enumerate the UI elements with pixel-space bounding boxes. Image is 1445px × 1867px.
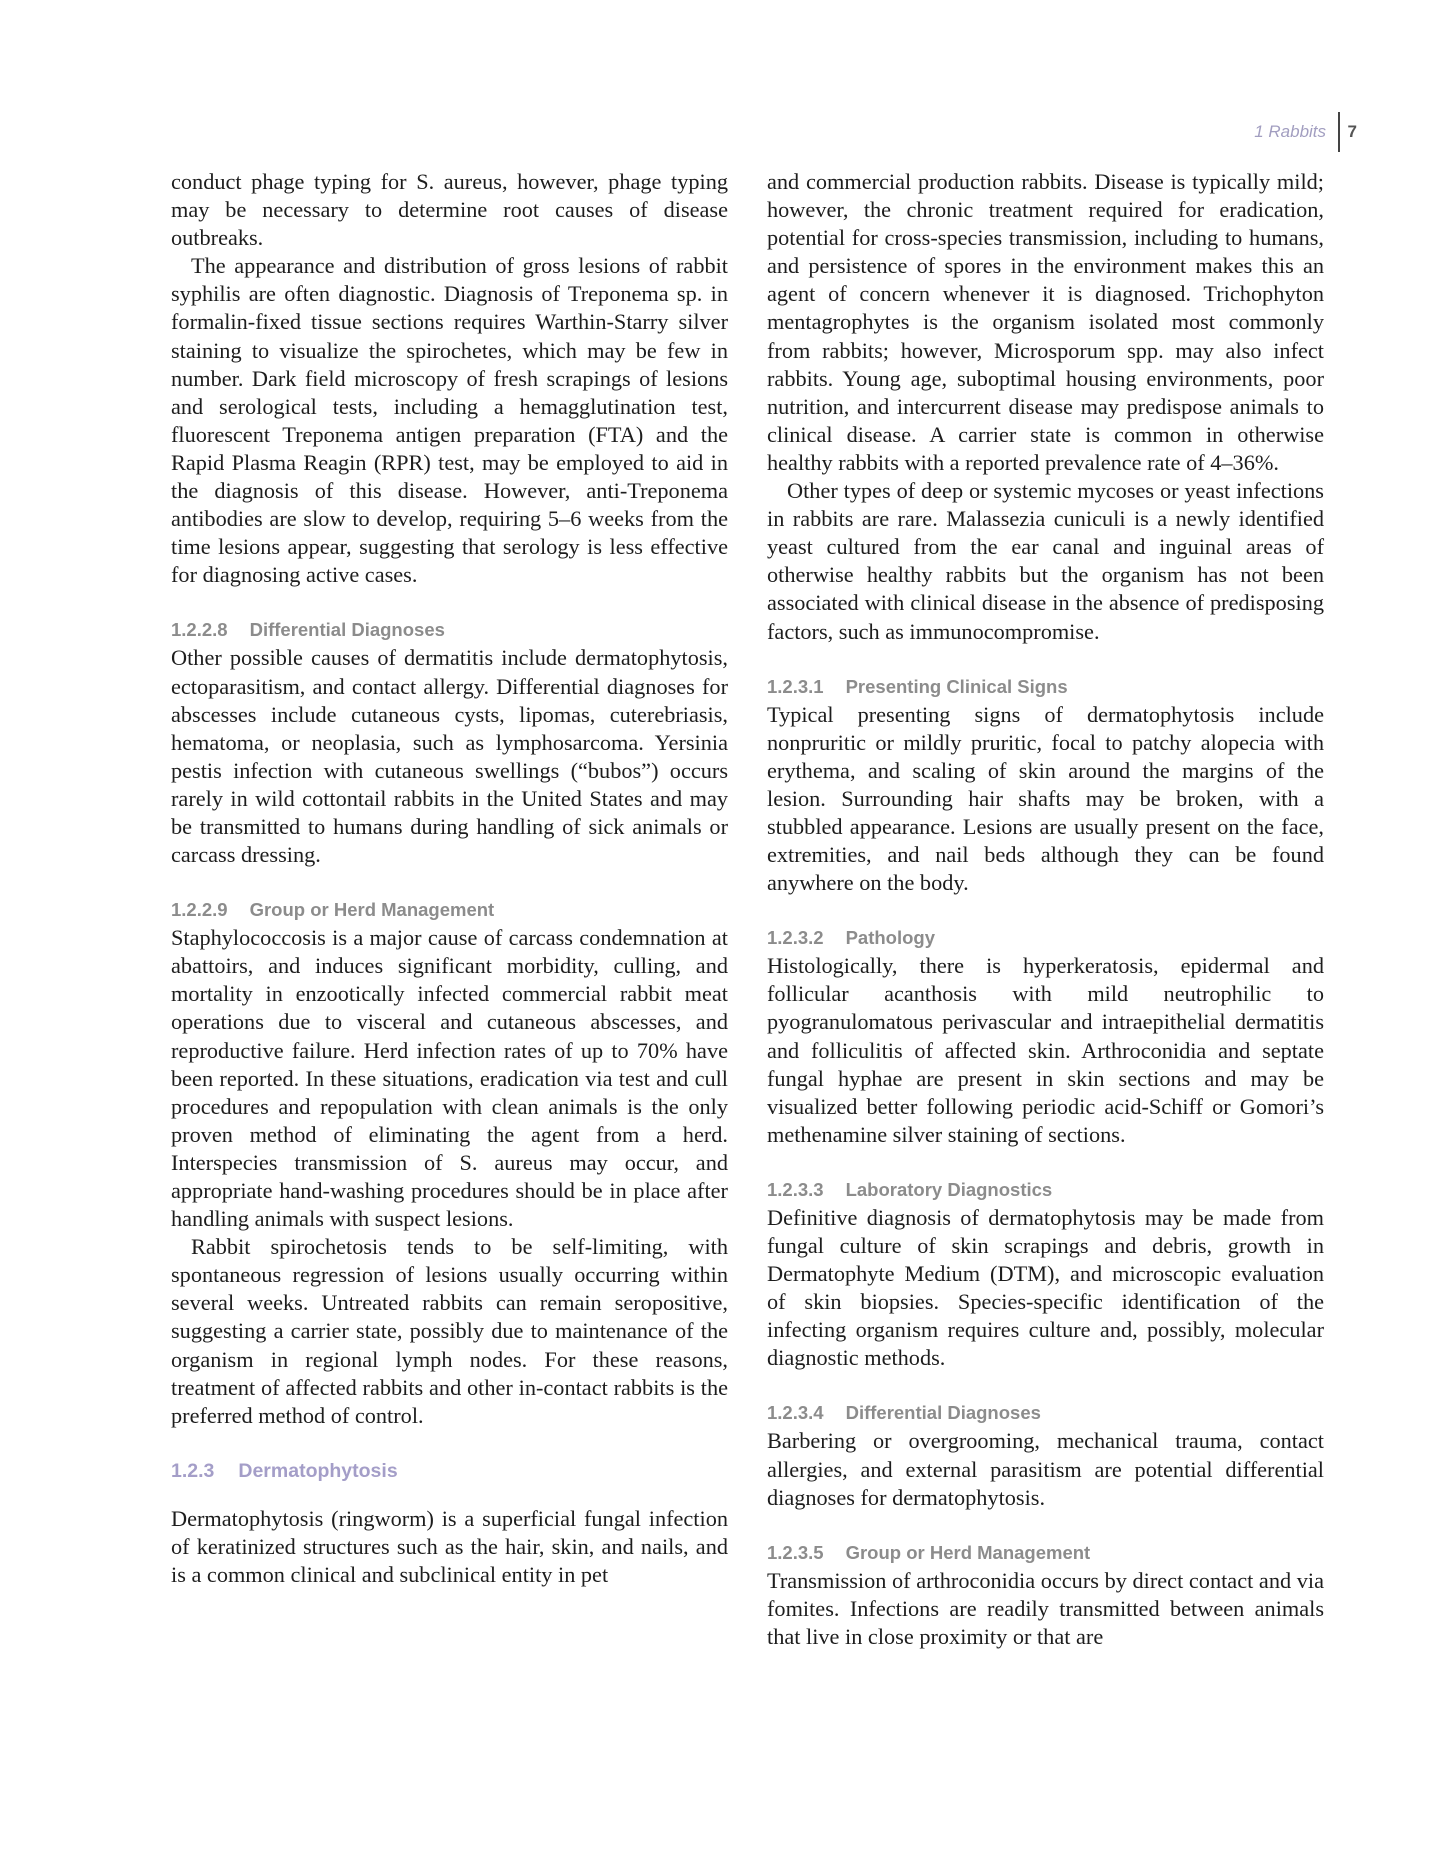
section-title: Dermatophytosis: [238, 1459, 398, 1482]
subsection-heading: [767, 1399, 1324, 1427]
subsection-title: Group or Herd Management: [845, 1541, 1091, 1563]
subsection-title: Differential Diagnoses: [249, 619, 445, 641]
subsection-number: 1.2.3.2: [767, 927, 824, 949]
right-column: [767, 168, 1324, 1651]
subsection-number: 1.2.2.8: [171, 619, 228, 641]
subsection-number: 1.2.3.5: [767, 1541, 824, 1563]
paragraph: Definitive diagnosis of dermatophytosis may be made from fungal culture of skin scrapings and debris, growth in Dermatophyte Medium (DTM), and microscopic evaluation of skin biopsies. Species-specific identification of the infecting organism requires culture and, possibly, molecular diagnostic methods.: [767, 1204, 1324, 1371]
subsection-title: Differential Diagnoses: [845, 1402, 1041, 1424]
paragraph: Other possible causes of dermatitis include dermatophytosis, ectoparasitism, and contact allergy. Differential diagnoses for abscesses include cutaneous cysts, lipomas, cuterebriasis, hematoma, or neoplasia, such as lymphosarcoma. Yersinia pestis infection with cutaneous swellings (“bubos”) occurs rarely in wild cottontail rabbits in the United States and may be transmitted to humans during handling of sick animals or carcass dressing.: [171, 645, 728, 868]
paragraph: and commercial production rabbits. Disease is typically mild; however, the chronic treatment required for eradication, potential for cross-species transmission, including to humans, and persistence of spores in the environment makes this an agent of concern whenever it is diagnosed. Trichophyton mentagrophytes is the organism isolated most commonly from rabbits; however, Microsporum spp. may also infect rabbits. Young age, suboptimal housing environments, poor nutrition, and intercurrent disease may predispose animals to clinical disease. A carrier state is common in otherwise healthy rabbits with a reported prevalence rate of 4–36%.: [767, 169, 1324, 475]
subsection-number: 1.2.2.9: [171, 899, 228, 921]
subsection-number: 1.2.3.3: [767, 1178, 824, 1200]
paragraph: Typical presenting signs of dermatophytosis include nonpruritic or mildly pruritic, focal to patchy alopecia with erythema, and scaling of skin around the margins of the lesion. Surrounding hair shafts may be broken, with a stubbled appearance. Lesions are usually present on the face, extremities, and nail beds although they can be found anywhere on the body.: [767, 701, 1324, 896]
section-heading: [171, 1457, 728, 1485]
subsection-heading: [171, 896, 728, 924]
running-header: [1254, 112, 1357, 152]
page-number: 7: [1347, 122, 1357, 141]
subsection-heading: [767, 1539, 1324, 1567]
paragraph: Dermatophytosis (ringworm) is a superficial fungal infection of keratinized structures such as the hair, skin, and nails, and is a common clinical and subclinical entity in pet: [171, 1505, 728, 1588]
subsection-title: Group or Herd Management: [249, 899, 495, 921]
paragraph: Staphylococcosis is a major cause of carcass condemnation at abattoirs, and induces significant morbidity, culling, and mortality in enzootically infected commercial rabbit meat operations due to visceral and cutaneous abscesses, and reproductive failure. Herd infection rates of up to 70% have been reported. In these situations, eradication via test and cull procedures and repopulation with clean animals is the only proven method of eliminating the agent from a herd. Interspecies transmission of S. aureus may occur, and appropriate hand-washing procedures should be in place after handling animals with suspect lesions.: [171, 925, 728, 1232]
left-column: [171, 168, 728, 1589]
subsection-heading: [171, 616, 728, 644]
subsection-heading: [767, 1176, 1324, 1204]
section-number: 1.2.3: [171, 1459, 215, 1482]
paragraph: conduct phage typing for S. aureus, however, phage typing may be necessary to determine root causes of disease outbreaks.: [171, 169, 728, 251]
paragraph: Other types of deep or systemic mycoses or yeast infections in rabbits are rare. Malassezia cuniculi is a newly identified yeast cultured from the ear canal and inguinal areas of otherwise healthy rabbits but the organism has not been associated with clinical disease in the absence of predisposing factors, such as immunocompromise.: [767, 478, 1324, 644]
paragraph: Rabbit spirochetosis tends to be self-limiting, with spontaneous regression of lesions usually occurring within several weeks. Untreated rabbits can remain seropositive, suggesting a carrier state, possibly due to maintenance of the organism in regional lymph nodes. For these reasons, treatment of affected rabbits and other in-contact rabbits is the preferred method of control.: [171, 1234, 728, 1428]
subsection-heading: [767, 924, 1324, 952]
paragraph: Histologically, there is hyperkeratosis, epidermal and follicular acanthosis with mild neutrophilic to pyogranulomatous perivascular and intraepithelial dermatitis and folliculitis of affected skin. Arthroconidia and septate fungal hyphae are present in skin sections and may be visualized better following periodic acid-Schiff or Gomori’s methenamine silver staining of sections.: [767, 953, 1324, 1147]
paragraph: Transmission of arthroconidia occurs by direct contact and via fomites. Infections are readily transmitted between animals that live in close proximity or that are: [767, 1567, 1324, 1649]
subsection-title: Laboratory Diagnostics: [845, 1178, 1053, 1200]
subsection-title: Pathology: [845, 927, 935, 949]
subsection-number: 1.2.3.4: [767, 1402, 824, 1424]
subsection-number: 1.2.3.1: [767, 675, 824, 697]
subsection-heading: [767, 673, 1324, 701]
paragraph: Barbering or overgrooming, mechanical trauma, contact allergies, and external parasitism are potential differential diagnoses for dermatophytosis.: [767, 1428, 1324, 1510]
subsection-title: Presenting Clinical Signs: [845, 675, 1068, 697]
paragraph: The appearance and distribution of gross lesions of rabbit syphilis are often diagnostic. Diagnosis of Treponema sp. in formalin-fixed tissue sections requires Warthin-Starry silver staining to visualize the spirochetes, which may be few in number. Dark field microscopy of fresh scrapings of lesions and serological tests, including a hemagglutination test, fluorescent Treponema antigen preparation (FTA) and the Rapid Plasma Reagin (RPR) test, may be employed to aid in the diagnosis of this disease. However, anti-Treponema antibodies are slow to develop, requiring 5–6 weeks from the time lesions appear, suggesting that serology is less effective for diagnosing active cases.: [171, 253, 728, 588]
running-title: 1 Rabbits: [1254, 122, 1327, 141]
